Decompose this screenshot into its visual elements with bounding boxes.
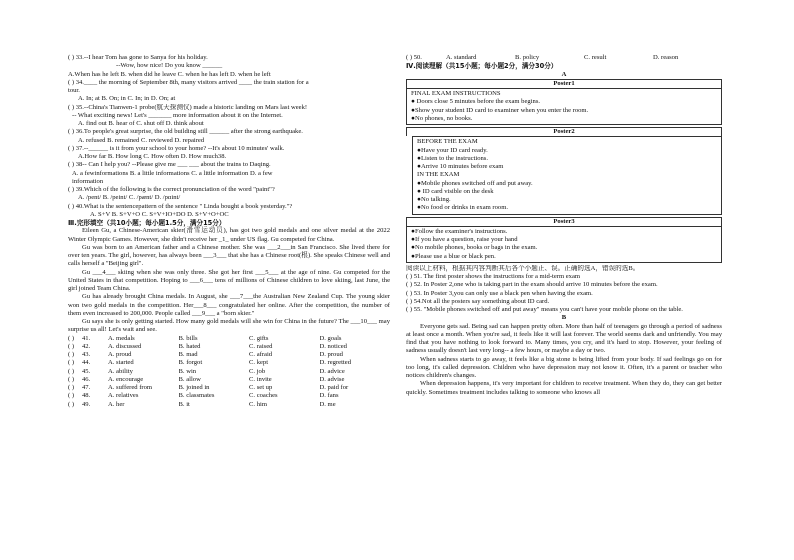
question-number: 41. (82, 334, 91, 342)
option-b: B. forgot (178, 359, 203, 367)
question-53: ( ) 53. In Poster 3,you can only use a black pen when having the exam. (406, 289, 593, 297)
answer-blank: ( ) (68, 384, 75, 391)
option-b: B. joined in (178, 384, 210, 391)
option-row (68, 392, 390, 400)
question-number: 44. (82, 359, 91, 367)
question-stem: ( ) 33.--I hear Tom has gone to Sanya for his holiday. (68, 54, 208, 61)
option-a: A. discussed (108, 342, 142, 350)
poster-rule: ●Follow the examiner's instructions. (411, 227, 508, 235)
option-d: D. advise (319, 375, 345, 383)
option-row (68, 376, 390, 384)
option-a: A. standard (446, 54, 477, 61)
true-false-instruction: 阅读以上材料，根据其内容判断其后各个小题正、误。正确的选A，错误的选B。 (406, 264, 640, 272)
answer-options: A. In; at B. On; in C. In; in D. On; at (78, 95, 176, 103)
answer-options: A. /pent/ B. /peint/ C. /pænt/ D. /pɑint/ (78, 194, 181, 202)
question-37 (68, 145, 390, 162)
option-c: C. afraid (249, 351, 273, 358)
option-b: B. policy (515, 54, 540, 61)
poster1-title: Poster1 (406, 79, 722, 88)
option-d: D. paid for (319, 384, 349, 391)
poster-rule: ●Have your ID card ready. (417, 146, 488, 154)
option-d: D. reason (653, 54, 679, 61)
poster2-title: Poster2 (406, 127, 722, 136)
poster2 (412, 136, 722, 214)
poster-rule: ●No phones, no books. (411, 114, 473, 122)
poster-rule: ●Please use a blue or black pen. (411, 252, 496, 260)
question-number: 49. (82, 400, 91, 408)
answer-blank: ( ) (68, 342, 75, 350)
option-c: C. raised (249, 342, 273, 350)
question-54: ( ) 54.Not all the posters say something about ID card. (406, 297, 550, 305)
passage-b-paragraph: When sadness starts to go away, it feels like a big stone is being lifted from your body. If sad feelings go on for too long, it's called depression. Children who have depression may not know it. Often, it's a parent or teacher who notices children's changes. (406, 355, 722, 379)
option-a: A. proud (108, 351, 132, 358)
question-stem: ( ) 35.--China's Tianwen-1 probe(航天探测仪) made a historic landing on Mars last week! (68, 103, 308, 111)
poster-rule: ●No mobile phones, books or bags in the exam. (411, 244, 538, 252)
option-b: B. allow (178, 375, 201, 383)
poster-heading: FINAL EXAM INSTRUCTIONS (411, 90, 501, 97)
option-row (68, 368, 390, 376)
poster-rule: ●Mobile phones switched off and put away. (417, 179, 533, 187)
poster-rule: ●If you have a question, raise your hand (411, 236, 518, 243)
option-a: A. medals (108, 334, 135, 342)
poster1 (406, 88, 722, 125)
option-c: C. gifts (249, 334, 269, 342)
poster-rule: ● Doors close 5 minutes before the exam begins. (411, 98, 541, 106)
option-a: A. encourage (108, 375, 144, 383)
option-c: C. result (584, 54, 607, 61)
answer-blank: ( ) (68, 392, 75, 400)
question-number: 47. (82, 384, 91, 391)
answer-options: A. a fewinformations B. a little informations C. a little information D. a few (72, 169, 273, 177)
cloze-options (68, 335, 390, 409)
poster-rule: ●No food or drinks in exam room. (417, 204, 508, 212)
option-b: B. bills (178, 334, 198, 342)
option-d: D. goals (319, 334, 342, 342)
question-52: ( ) 52. In Poster 2,one who is taking part in the exam should arrive 10 minutes before the exam. (406, 281, 658, 289)
cloze-paragraph: Gu says she is only getting started. How many gold medals will she win for China in the future? The ___10___ may surprise us all! Let's wait and see. (68, 318, 390, 334)
poster-rule: ● ID card visible on the desk (417, 187, 494, 195)
poster3-title: Poster3 (406, 217, 722, 226)
question-38 (68, 161, 390, 186)
cloze-paragraph: Gu was born to an American father and a Chinese mother. She was ___2___in San Francisco. She lived there for over ten years. The girl, however, has always been ___3___ that she has a Chinese root(根). She speaks Chinese well and calls herself a "Beijing girl". (68, 243, 390, 268)
passage-b-paragraph: Everyone gets sad. Being sad can happen pretty often. More than half of teenagers go through a period of sadness at least once a month. When you're sad, it feels like it will last forever. The world seems dark and unfriendly. You may find that you have nothing to look forward to. Many times, you cry, and it's hard to stop. However, your feeling of sadness usually doesn't last very long-- a few hours, or maybe a day or two. (406, 322, 722, 355)
option-b: B. mad (178, 351, 198, 358)
section-title-cloze: Ⅲ.完形填空（共10小题；每小题1.5分，满分15分） (68, 219, 226, 227)
question-stem: ( ) 38-- Can I help you? --Please give me ___ ___ about the trains to Daqing. (68, 161, 271, 169)
option-c: C. set up (249, 384, 273, 391)
poster-rule: ●Arrive 10 minutes before exam (417, 163, 504, 170)
option-row (68, 343, 390, 351)
question-line: -- What exciting news! Let's _______ more information about it on the Internet. (72, 111, 283, 119)
poster-rule: ●Listen to the instructions. (417, 154, 489, 162)
option-a: A. started (108, 359, 134, 367)
option-d: D. fans (319, 392, 339, 400)
question-stem: ( ) 36.To people's great surprise, the old building still ______ after the strong earthquake. (68, 128, 303, 136)
option-c: C. him (249, 400, 267, 408)
question-50 (406, 54, 722, 62)
option-c: C. kept (249, 359, 269, 367)
option-c: C. job (249, 367, 266, 375)
option-a: A. relatives (108, 392, 139, 400)
cloze-paragraph: Gu has already brought China medals. In August, she ___7___the Australian New Zealand Cup. The young skier won two gold medals in the competition. Her___8___ congratulated her online. After the competition, the number of them even increased to 200,000. People called ___9___ a "born skier." (68, 293, 390, 317)
answer-blank: ( ) (68, 400, 75, 408)
option-row (68, 351, 390, 359)
answer-blank: ( ) (68, 359, 75, 367)
question-55: ( ) 55. "Mobile phones switched off and put away" means you can't have your mobile phone on the table. (406, 306, 683, 313)
poster-heading: BEFORE THE EXAM (417, 138, 478, 146)
cloze-paragraph: Gu ___4___ skiing when she was only three. She got her first ___5___ at the age of nine. Gu competed for the United States in that competition. Hoping to ___6___ tens of millions of Chinese children to love skiing, last June, the girl joined Team China. (68, 268, 390, 292)
question-39 (68, 186, 390, 203)
question-stem: ( ) 37.--______ is it from your school to your home? --It's about 10 minutes' walk. (68, 144, 285, 152)
question-51: ( ) 51. The first poster shows the instructions for a mid-term exam (406, 273, 581, 280)
question-stem: ( ) 39.Which of the following is the correct pronunciation of the word "paint"? (68, 186, 275, 193)
poster3 (406, 226, 722, 263)
question-36 (68, 128, 390, 145)
option-row (68, 359, 390, 367)
answer-options: A. find out B. hear of C. shut off D. think about (78, 120, 204, 127)
answer-blank: ( ) (68, 367, 75, 375)
poster-rule: ●No talking. (417, 196, 451, 203)
option-d: D. proud (319, 351, 343, 358)
poster-heading: IN THE EXAM (417, 171, 460, 179)
option-d: D. advice (319, 367, 345, 375)
option-a: A. suffered from (108, 384, 153, 391)
answer-options: A.How far B. How long C. How often D. How much38. (78, 153, 227, 160)
option-c: C. invite (249, 375, 272, 383)
answer-options: information (72, 177, 104, 185)
question-number: 48. (82, 392, 91, 400)
question-stem: ( ) 34.____ the morning of September 8th, many visitors arrived ____ the train station for a (68, 78, 309, 86)
option-b: B. classmates (178, 392, 215, 400)
question-number: 43. (82, 351, 91, 358)
part-a-label: A (561, 70, 567, 78)
question-number: 42. (82, 342, 91, 350)
option-b: B. win (178, 367, 197, 375)
option-d: D. me (319, 400, 336, 408)
question-stem: ( ) 40.What is the sentencepattern of the sentence " Linda bought a book yesterday."? (68, 202, 293, 210)
right-column (406, 54, 722, 397)
option-a: A. ability (108, 367, 133, 375)
question-35 (68, 104, 390, 129)
cloze-paragraph: Eileen Gu, a Chinese-American skier(滑雪运动员), has got two gold medals and one silver medal at the 2022 Winter Olympic Games. However, she didn't receive her _1_ under US flag. Gu competed for China. (68, 227, 390, 243)
option-d: D. noticed (319, 342, 347, 350)
left-column (68, 54, 390, 409)
question-number: 45. (82, 367, 91, 375)
option-row (68, 335, 390, 343)
poster-rule: ●Show your student ID card to examiner when you enter the room. (411, 106, 589, 114)
question-33 (68, 54, 390, 79)
question-number: ( ) 50. (406, 54, 422, 61)
option-row (68, 401, 390, 409)
passage-b-paragraph: When depression happens, it's very important for children to receive treatment. When they do, they can get better quickly. Sometimes treatment includes talking to someone who knows all (406, 380, 722, 396)
answer-options: A.When has he left B. when did he leave C. when he has left D. when he left (68, 70, 271, 78)
answer-options: A. refused B. remained C. reviewed D. repaired (78, 136, 205, 144)
question-line: tour. (68, 87, 80, 94)
answer-blank: ( ) (68, 375, 75, 383)
option-a: A. her (108, 400, 125, 408)
cloze-passage (68, 227, 390, 334)
option-c: C. coaches (249, 392, 278, 400)
option-d: D. regretted (319, 359, 351, 367)
option-row (68, 384, 390, 392)
question-34 (68, 79, 390, 104)
section-title-reading: Ⅳ.阅读理解（共15小题；每小题2分，满分30分） (406, 62, 558, 71)
answer-options: A. S+V B. S+V+O C. S+V+IO+DO D. S+V+O+OC (90, 210, 229, 218)
question-number: 46. (82, 375, 91, 383)
question-line: --Wow, how nice! Do you know ______ (116, 62, 223, 70)
option-b: B. it (178, 400, 190, 408)
part-b-label: B (561, 314, 567, 322)
answer-blank: ( ) (68, 351, 75, 358)
question-40 (68, 203, 390, 220)
option-b: B. hated (178, 342, 201, 350)
answer-blank: ( ) (68, 334, 75, 342)
